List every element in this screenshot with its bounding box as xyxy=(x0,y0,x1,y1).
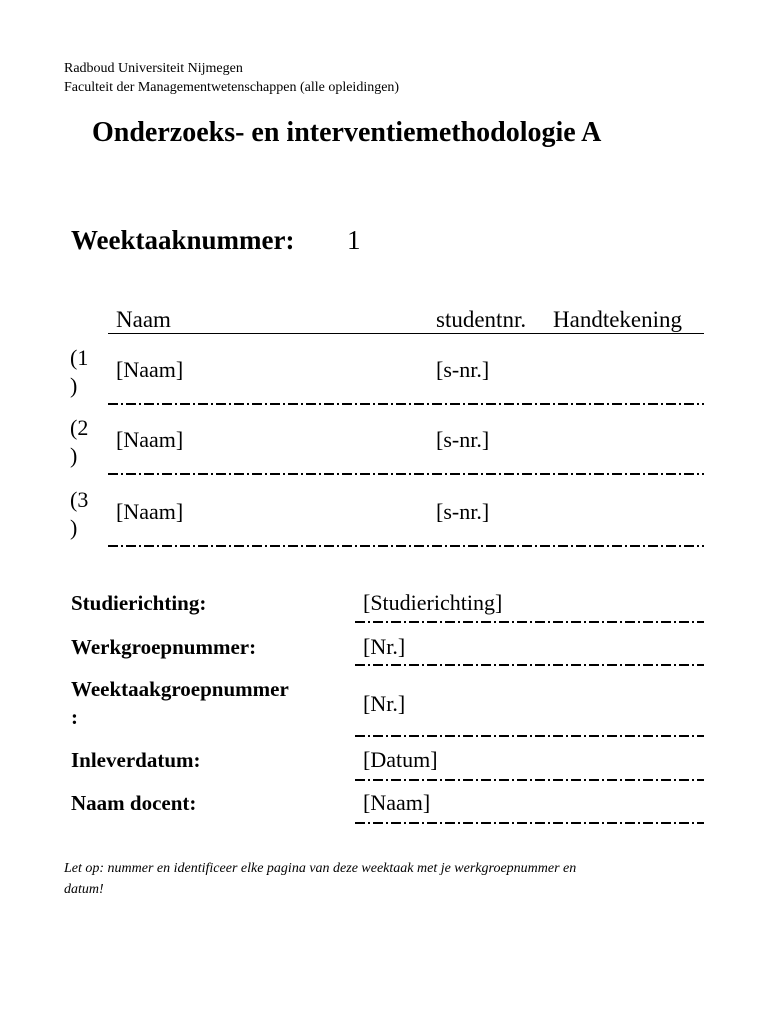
week-assignment-group-label-colon: : xyxy=(71,705,78,729)
teacher-name-label: Naam docent: xyxy=(71,791,197,815)
student-name-field[interactable]: [Naam] xyxy=(116,499,184,524)
instruction-note: Let op: nummer en identificeer elke pagina van deze weektaak met je werkgroepnummer en datum! xyxy=(64,861,577,897)
signature-line xyxy=(108,545,704,547)
field-underline xyxy=(355,779,704,781)
study-program-field[interactable]: [Studierichting] xyxy=(363,590,503,615)
student-number-field[interactable]: [s-nr.] xyxy=(436,427,490,452)
submission-date-label: Inleverdatum: xyxy=(71,748,201,772)
row-number: (2 xyxy=(70,415,89,440)
field-underline xyxy=(355,664,704,666)
submission-date-field[interactable]: [Datum] xyxy=(363,747,438,772)
row-number: (1 xyxy=(70,345,89,370)
student-number-field[interactable]: [s-nr.] xyxy=(436,357,490,382)
university-name: Radboud Universiteit Nijmegen xyxy=(64,61,243,76)
week-assignment-group-label: Weektaakgroepnummer xyxy=(71,677,289,701)
week-assignment-number: 1 xyxy=(347,225,361,255)
workgroup-number-field[interactable]: [Nr.] xyxy=(363,634,406,659)
student-name-field[interactable]: [Naam] xyxy=(116,357,184,382)
week-assignment-label: Weektaaknummer: xyxy=(71,225,295,255)
faculty-name: Faculteit der Managementwetenschappen (alle opleidingen) xyxy=(64,80,400,95)
study-program-label: Studierichting: xyxy=(71,591,207,615)
week-assignment-group-field[interactable]: [Nr.] xyxy=(363,691,406,716)
student-number-field[interactable]: [s-nr.] xyxy=(436,499,490,524)
column-header-signature: Handtekening xyxy=(553,307,683,332)
document-title: Onderzoeks- en interventiemethodologie A xyxy=(92,117,602,148)
row-number: (3 xyxy=(70,487,89,512)
row-number-close: ) xyxy=(70,443,78,468)
field-underline xyxy=(355,822,704,824)
workgroup-number-label: Werkgroepnummer: xyxy=(71,635,257,659)
signature-line xyxy=(108,403,704,405)
column-header-name: Naam xyxy=(116,307,171,332)
teacher-name-field[interactable]: [Naam] xyxy=(363,790,431,815)
signature-line xyxy=(108,473,704,475)
row-number-close: ) xyxy=(70,373,78,398)
field-underline xyxy=(355,621,704,623)
field-underline xyxy=(355,735,704,737)
column-header-student-number: studentnr. xyxy=(436,307,527,332)
student-name-field[interactable]: [Naam] xyxy=(116,427,184,452)
row-number-close: ) xyxy=(70,515,78,540)
table-header-rule xyxy=(108,333,704,334)
